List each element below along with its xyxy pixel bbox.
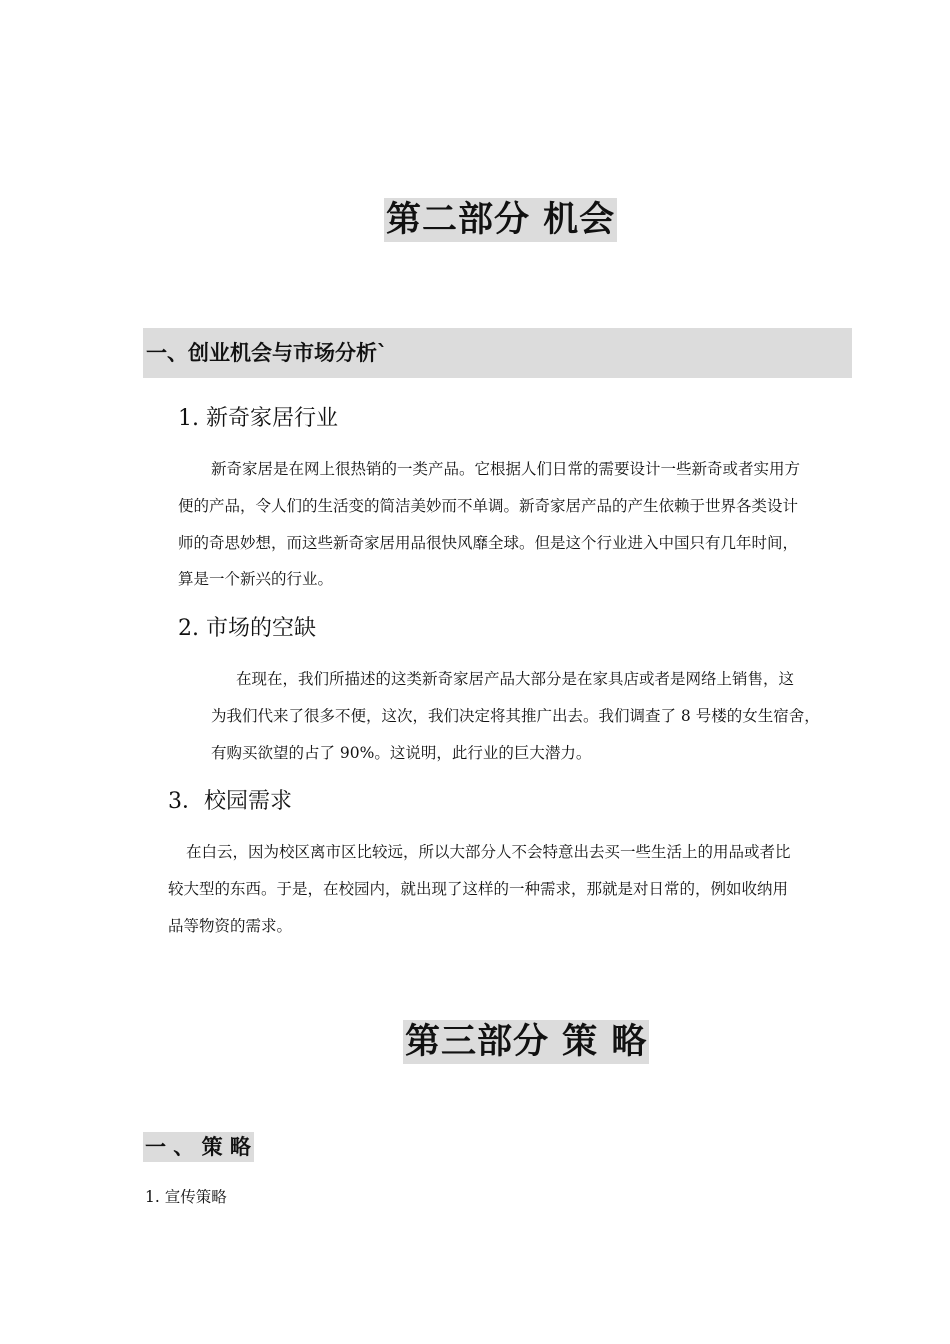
part-title: 第三部分 策 略 bbox=[405, 1022, 648, 1062]
paragraph-line: 便的产品，令人们的生活变的简洁美妙而不单调。新奇家居产品的产生依赖于世界各类设计 bbox=[178, 497, 799, 515]
subsection-heading: 1. 新奇家居行业 bbox=[178, 406, 338, 431]
paragraph-line: 为我们代来了很多不便，这次，我们决定将其推广出去。我们调查了 8 号楼的女生宿舍， bbox=[211, 707, 820, 725]
section-heading-bar bbox=[143, 328, 852, 378]
paragraph-line: 师的奇思妙想，而这些新奇家居用品很快风靡全球。但是这个行业进入中国只有几年时间， bbox=[178, 534, 799, 552]
paragraph-line: 算是一个新兴的行业。 bbox=[178, 570, 334, 588]
subsection-heading: 3．校园需求 bbox=[168, 789, 292, 814]
paragraph-line: 在现在，我们所描述的这类新奇家居产品大部分是在家具店或者是网络上销售，这 bbox=[236, 670, 795, 688]
paragraph-line: 在白云，因为校区离市区比较远，所以大部分人不会特意出去买一些生活上的用品或者比 bbox=[186, 843, 791, 861]
paragraph-line: 有购买欲望的占了 90%。这说明，此行业的巨大潜力。 bbox=[211, 744, 592, 762]
list-item: 1. 宣传策略 bbox=[145, 1188, 227, 1206]
paragraph-line: 品等物资的需求。 bbox=[168, 917, 293, 935]
section-heading: 一 、 策 略 bbox=[143, 1132, 254, 1162]
paragraph-line: 新奇家居是在网上很热销的一类产品。它根据人们日常的需要设计一些新奇或者实用方 bbox=[211, 460, 801, 478]
paragraph-line: 较大型的东西。于是，在校园内，就出现了这样的一种需求，那就是对日常的，例如收纳用 bbox=[168, 880, 789, 898]
part-title: 第二部分 机会 bbox=[386, 200, 616, 240]
subsection-heading: 2. 市场的空缺 bbox=[178, 616, 316, 641]
section-heading: 一、创业机会与市场分析` bbox=[146, 341, 388, 365]
